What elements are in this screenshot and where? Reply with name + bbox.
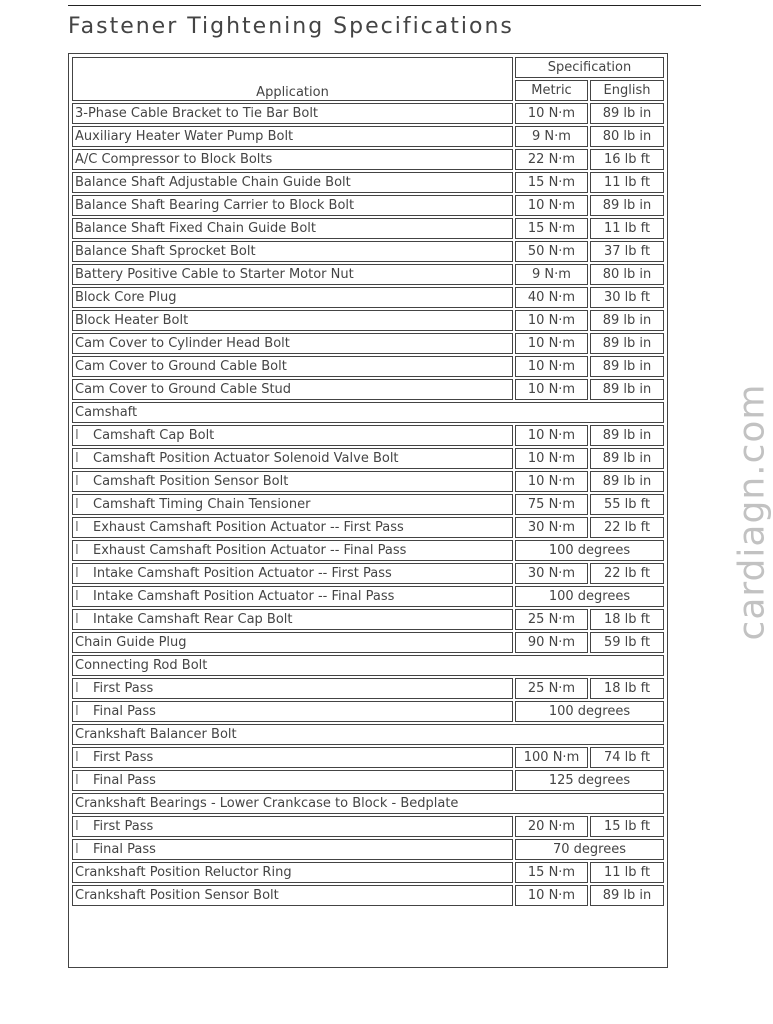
- metric-cell: 10 N·m: [515, 195, 588, 216]
- group-name-cell: [72, 793, 664, 814]
- metric-cell: 10 N·m: [515, 103, 588, 124]
- metric-cell: 50 N·m: [515, 241, 588, 262]
- english-cell: 30 lb ft: [590, 287, 664, 308]
- application-label: Balance Shaft Fixed Chain Guide Bolt: [75, 221, 316, 236]
- table-row: [72, 448, 664, 469]
- table-row: [72, 310, 664, 331]
- application-label: First Pass: [93, 750, 154, 765]
- application-cell: [72, 494, 513, 515]
- table-row: [72, 264, 664, 285]
- application-label: Camshaft Timing Chain Tensioner: [93, 497, 311, 512]
- watermark: cardiagn.com: [731, 383, 773, 641]
- english-cell: 89 lb in: [590, 448, 664, 469]
- application-cell: [72, 218, 513, 239]
- application-label: 3-Phase Cable Bracket to Tie Bar Bolt: [75, 106, 319, 121]
- application-label: Balance Shaft Bearing Carrier to Block Bolt: [75, 198, 355, 213]
- application-cell: [72, 149, 513, 170]
- english-cell: 89 lb in: [590, 471, 664, 492]
- metric-cell: 9 N·m: [515, 126, 588, 147]
- group-name-cell: [72, 724, 664, 745]
- application-cell: [72, 356, 513, 377]
- application-cell: [72, 770, 513, 791]
- table-row: [72, 678, 664, 699]
- table-row: [72, 287, 664, 308]
- metric-cell: 10 N·m: [515, 310, 588, 331]
- table-row: [72, 632, 664, 653]
- english-cell: 89 lb in: [590, 103, 664, 124]
- english-cell: 15 lb ft: [590, 816, 664, 837]
- bullet-marker: I: [75, 704, 79, 719]
- metric-cell: 40 N·m: [515, 287, 588, 308]
- english-cell: 89 lb in: [590, 885, 664, 906]
- application-cell: [72, 609, 513, 630]
- bullet-marker: I: [75, 428, 79, 443]
- application-label: Camshaft Position Sensor Bolt: [93, 474, 289, 489]
- english-cell: 89 lb in: [590, 333, 664, 354]
- application-cell: [72, 862, 513, 883]
- english-cell: 89 lb in: [590, 195, 664, 216]
- application-cell: [72, 241, 513, 262]
- bullet-marker: I: [75, 842, 79, 857]
- application-label: Balance Shaft Adjustable Chain Guide Bolt: [75, 175, 351, 190]
- application-cell: [72, 172, 513, 193]
- english-cell: 37 lb ft: [590, 241, 664, 262]
- application-label: Cam Cover to Ground Cable Bolt: [75, 359, 287, 374]
- application-cell: [72, 517, 513, 538]
- angle-spec-cell: 100 degrees: [515, 586, 664, 607]
- table-row: [72, 471, 664, 492]
- group-name-cell: [72, 402, 664, 423]
- application-cell: [72, 540, 513, 561]
- table-row: [72, 379, 664, 400]
- english-cell: 18 lb ft: [590, 609, 664, 630]
- application-cell: [72, 471, 513, 492]
- table-row: [72, 149, 664, 170]
- table-row: [72, 770, 664, 791]
- application-label: Battery Positive Cable to Starter Motor Nut: [75, 267, 354, 282]
- page-title: Fastener Tightening Specifications: [68, 14, 514, 39]
- application-cell: [72, 632, 513, 653]
- application-label: First Pass: [93, 819, 154, 834]
- application-label: First Pass: [93, 681, 154, 696]
- english-cell: 55 lb ft: [590, 494, 664, 515]
- application-label: Exhaust Camshaft Position Actuator -- Final Pass: [93, 543, 407, 558]
- application-label: Crankshaft Balancer Bolt: [75, 727, 237, 742]
- table-group-row: [72, 793, 664, 814]
- table-row: [72, 126, 664, 147]
- spec-table-body: [72, 103, 664, 906]
- table-row: [72, 172, 664, 193]
- table-row: [72, 494, 664, 515]
- english-cell: 89 lb in: [590, 379, 664, 400]
- application-label: Intake Camshaft Rear Cap Bolt: [93, 612, 293, 627]
- spec-table: [70, 55, 666, 908]
- table-row: [72, 425, 664, 446]
- application-label: Block Core Plug: [75, 290, 177, 305]
- header-specification: Specification: [515, 57, 664, 78]
- application-cell: [72, 563, 513, 584]
- header-english: English: [590, 80, 664, 101]
- application-cell: [72, 264, 513, 285]
- application-label: Exhaust Camshaft Position Actuator -- First Pass: [93, 520, 404, 535]
- table-row: [72, 241, 664, 262]
- metric-cell: 10 N·m: [515, 356, 588, 377]
- header-application: Application: [72, 57, 513, 101]
- application-label: Cam Cover to Cylinder Head Bolt: [75, 336, 290, 351]
- metric-cell: 25 N·m: [515, 678, 588, 699]
- application-cell: [72, 425, 513, 446]
- application-label: Balance Shaft Sprocket Bolt: [75, 244, 256, 259]
- bullet-marker: I: [75, 474, 79, 489]
- table-row: [72, 563, 664, 584]
- metric-cell: 30 N·m: [515, 563, 588, 584]
- metric-cell: 30 N·m: [515, 517, 588, 538]
- application-cell: [72, 586, 513, 607]
- bullet-marker: I: [75, 681, 79, 696]
- spec-table-frame: [68, 53, 668, 968]
- application-label: Cam Cover to Ground Cable Stud: [75, 382, 292, 397]
- metric-cell: 22 N·m: [515, 149, 588, 170]
- application-cell: [72, 195, 513, 216]
- metric-cell: 90 N·m: [515, 632, 588, 653]
- top-rule: [68, 5, 701, 6]
- application-cell: [72, 885, 513, 906]
- group-name-cell: [72, 655, 664, 676]
- application-label: Camshaft Position Actuator Solenoid Valve Bolt: [93, 451, 399, 466]
- header-metric: Metric: [515, 80, 588, 101]
- application-cell: [72, 287, 513, 308]
- english-cell: 11 lb ft: [590, 218, 664, 239]
- bullet-marker: I: [75, 589, 79, 604]
- table-row: [72, 195, 664, 216]
- english-cell: 22 lb ft: [590, 517, 664, 538]
- application-label: Final Pass: [93, 842, 156, 857]
- table-row: [72, 816, 664, 837]
- angle-spec-cell: 100 degrees: [515, 701, 664, 722]
- bullet-marker: I: [75, 497, 79, 512]
- metric-cell: 10 N·m: [515, 425, 588, 446]
- table-row: [72, 333, 664, 354]
- metric-cell: 20 N·m: [515, 816, 588, 837]
- metric-cell: 75 N·m: [515, 494, 588, 515]
- angle-spec-cell: 70 degrees: [515, 839, 664, 860]
- metric-cell: 25 N·m: [515, 609, 588, 630]
- english-cell: 89 lb in: [590, 425, 664, 446]
- application-label: Crankshaft Bearings - Lower Crankcase to Block - Bedplate: [75, 796, 459, 811]
- angle-spec-cell: 125 degrees: [515, 770, 664, 791]
- bullet-marker: I: [75, 543, 79, 558]
- english-cell: 18 lb ft: [590, 678, 664, 699]
- table-row: [72, 540, 664, 561]
- application-cell: [72, 333, 513, 354]
- english-cell: 80 lb in: [590, 264, 664, 285]
- application-label: Intake Camshaft Position Actuator -- Final Pass: [93, 589, 395, 604]
- application-label: Camshaft: [75, 405, 138, 420]
- metric-cell: 10 N·m: [515, 379, 588, 400]
- english-cell: 80 lb in: [590, 126, 664, 147]
- application-cell: [72, 678, 513, 699]
- english-cell: 59 lb ft: [590, 632, 664, 653]
- bullet-marker: I: [75, 566, 79, 581]
- english-cell: 89 lb in: [590, 310, 664, 331]
- metric-cell: 15 N·m: [515, 862, 588, 883]
- application-label: Block Heater Bolt: [75, 313, 189, 328]
- application-label: Connecting Rod Bolt: [75, 658, 208, 673]
- application-label: Chain Guide Plug: [75, 635, 187, 650]
- application-cell: [72, 816, 513, 837]
- application-label: Camshaft Cap Bolt: [93, 428, 215, 443]
- table-row: [72, 356, 664, 377]
- application-label: A/C Compressor to Block Bolts: [75, 152, 273, 167]
- application-label: Final Pass: [93, 773, 156, 788]
- bullet-marker: I: [75, 773, 79, 788]
- table-row: [72, 586, 664, 607]
- bullet-marker: I: [75, 819, 79, 834]
- application-cell: [72, 103, 513, 124]
- application-label: Crankshaft Position Reluctor Ring: [75, 865, 292, 880]
- application-cell: [72, 839, 513, 860]
- application-label: Final Pass: [93, 704, 156, 719]
- application-label: Intake Camshaft Position Actuator -- First Pass: [93, 566, 392, 581]
- angle-spec-cell: 100 degrees: [515, 540, 664, 561]
- english-cell: 74 lb ft: [590, 747, 664, 768]
- table-row: [72, 885, 664, 906]
- application-cell: [72, 448, 513, 469]
- table-row: [72, 609, 664, 630]
- table-group-row: [72, 655, 664, 676]
- metric-cell: 10 N·m: [515, 333, 588, 354]
- metric-cell: 15 N·m: [515, 172, 588, 193]
- bullet-marker: I: [75, 451, 79, 466]
- application-cell: [72, 310, 513, 331]
- application-cell: [72, 747, 513, 768]
- table-group-row: [72, 402, 664, 423]
- metric-cell: 10 N·m: [515, 448, 588, 469]
- bullet-marker: I: [75, 612, 79, 627]
- table-row: [72, 517, 664, 538]
- table-row: [72, 839, 664, 860]
- table-row: [72, 701, 664, 722]
- metric-cell: 10 N·m: [515, 885, 588, 906]
- bullet-marker: I: [75, 750, 79, 765]
- metric-cell: 9 N·m: [515, 264, 588, 285]
- english-cell: 22 lb ft: [590, 563, 664, 584]
- metric-cell: 100 N·m: [515, 747, 588, 768]
- table-group-row: [72, 724, 664, 745]
- metric-cell: 10 N·m: [515, 471, 588, 492]
- application-cell: [72, 126, 513, 147]
- application-cell: [72, 701, 513, 722]
- english-cell: 11 lb ft: [590, 862, 664, 883]
- table-row: [72, 103, 664, 124]
- english-cell: 16 lb ft: [590, 149, 664, 170]
- application-label: Crankshaft Position Sensor Bolt: [75, 888, 279, 903]
- metric-cell: 15 N·m: [515, 218, 588, 239]
- application-cell: [72, 379, 513, 400]
- english-cell: 89 lb in: [590, 356, 664, 377]
- application-label: Auxiliary Heater Water Pump Bolt: [75, 129, 294, 144]
- bullet-marker: I: [75, 520, 79, 535]
- english-cell: 11 lb ft: [590, 172, 664, 193]
- table-row: [72, 747, 664, 768]
- table-row: [72, 218, 664, 239]
- table-row: [72, 862, 664, 883]
